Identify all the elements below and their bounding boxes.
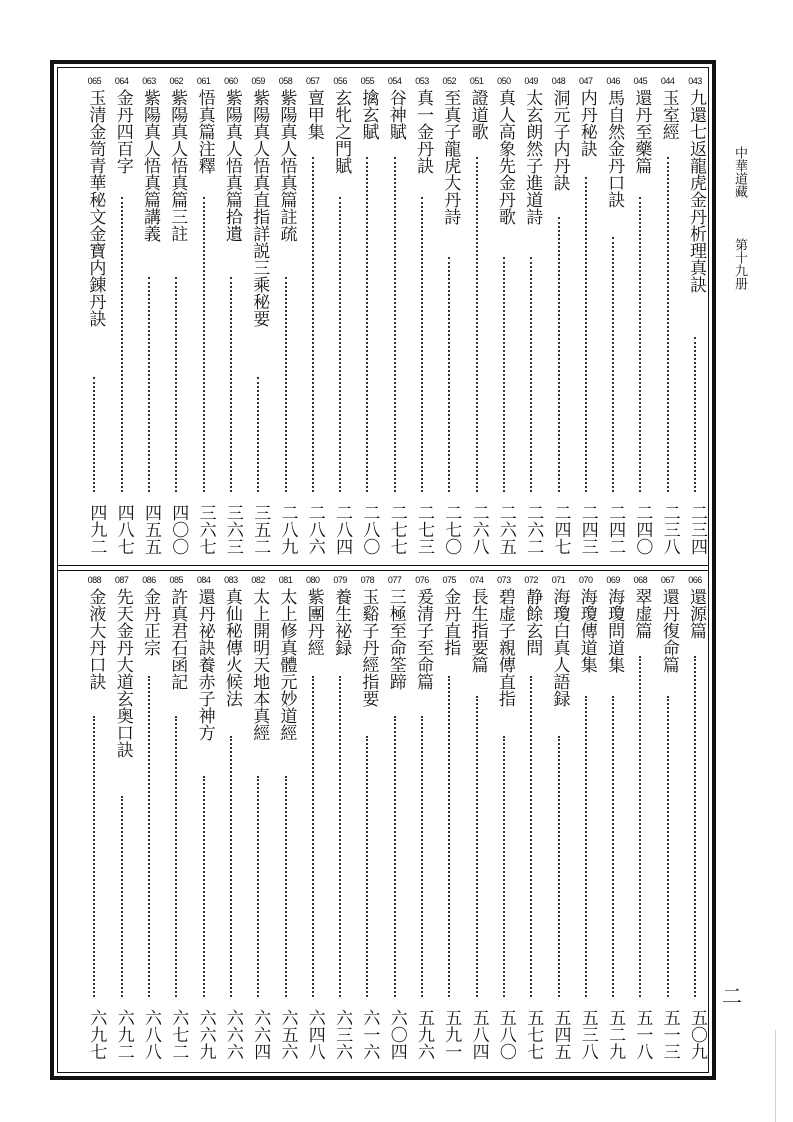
entry-number: 075 bbox=[442, 575, 457, 585]
dot-leader bbox=[530, 257, 532, 492]
entry-number: 078 bbox=[360, 575, 375, 585]
entry-page-number: 三五二 bbox=[250, 503, 271, 555]
toc-entry bbox=[138, 76, 160, 562]
entry-title: 太上修真體元妙道經 bbox=[276, 588, 297, 741]
toc-entry bbox=[247, 76, 269, 562]
toc-entry bbox=[220, 575, 242, 1067]
entry-title: 翠虚篇 bbox=[631, 588, 652, 639]
entry-title: 還丹祕訣養赤子神方 bbox=[194, 588, 215, 741]
entry-title: 紫陽真人悟真直指詳説三乘秘要 bbox=[249, 89, 270, 327]
toc-entry bbox=[657, 76, 679, 562]
dot-leader bbox=[421, 716, 423, 997]
dot-leader bbox=[476, 157, 478, 492]
toc-entry bbox=[548, 76, 570, 562]
dot-leader bbox=[230, 736, 232, 997]
entry-number: 049 bbox=[524, 76, 538, 86]
entry-title: 紫陽真人悟真篇三註 bbox=[167, 89, 188, 242]
entry-title: 紫陽真人悟真篇拾遺 bbox=[221, 89, 242, 242]
toc-entry bbox=[411, 575, 433, 1067]
entry-page-number: 六一六 bbox=[359, 1008, 380, 1060]
entry-page-number: 二八六 bbox=[304, 503, 325, 555]
dot-leader bbox=[394, 716, 396, 997]
entry-number: 064 bbox=[114, 76, 129, 86]
dot-leader bbox=[667, 696, 669, 997]
dot-leader bbox=[585, 696, 587, 997]
toc-entry bbox=[329, 76, 351, 562]
toc-entry bbox=[83, 575, 105, 1067]
entry-title: 還丹至藥篇 bbox=[631, 89, 652, 174]
dot-leader bbox=[148, 676, 150, 997]
toc-entry bbox=[302, 575, 324, 1067]
dot-leader bbox=[175, 277, 177, 492]
entry-number: 074 bbox=[469, 575, 484, 585]
entry-title: 爰清子至命篇 bbox=[413, 588, 433, 690]
dot-leader bbox=[339, 676, 341, 997]
entry-title: 真仙秘傳火候法 bbox=[221, 588, 242, 707]
dot-leader bbox=[230, 277, 232, 492]
entry-page-number: 五八〇 bbox=[495, 1008, 516, 1060]
entry-page-number: 二七三 bbox=[414, 503, 434, 555]
dot-leader bbox=[421, 197, 423, 492]
entry-number: 052 bbox=[442, 76, 457, 86]
entry-title: 碧虚子親傳直指 bbox=[494, 588, 515, 707]
dot-leader bbox=[285, 277, 287, 492]
entry-page-number: 二三四 bbox=[687, 503, 707, 555]
entry-page-number: 二八九 bbox=[277, 503, 298, 555]
entry-number: 047 bbox=[579, 76, 593, 86]
toc-entry bbox=[275, 575, 297, 1067]
dot-leader bbox=[121, 197, 123, 492]
entry-number: 070 bbox=[579, 575, 593, 585]
toc-entry bbox=[575, 76, 597, 562]
entry-title: 洞元子内丹訣 bbox=[549, 89, 570, 191]
entry-page-number: 六六六 bbox=[222, 1008, 243, 1060]
toc-entry bbox=[384, 575, 406, 1067]
toc-entry bbox=[629, 76, 651, 562]
entry-number: 088 bbox=[87, 575, 102, 585]
dot-leader bbox=[312, 157, 314, 492]
entry-title: 玉清金笥青華秘文金寶内錬丹訣 bbox=[85, 89, 106, 327]
entry-title: 金丹正宗 bbox=[140, 588, 160, 656]
toc-entry bbox=[329, 575, 351, 1067]
dot-leader bbox=[339, 197, 341, 492]
entry-number: 081 bbox=[278, 575, 293, 585]
entry-number: 046 bbox=[606, 76, 620, 86]
entry-title: 至真子龍虎大丹詩 bbox=[440, 89, 461, 225]
dot-leader bbox=[530, 676, 532, 997]
entry-page-number: 五〇九 bbox=[687, 1008, 707, 1060]
dot-leader bbox=[476, 696, 478, 997]
section-divider bbox=[57, 565, 709, 571]
toc-entry bbox=[466, 76, 488, 562]
entry-page-number: 五八四 bbox=[468, 1008, 489, 1060]
entry-page-number: 二七七 bbox=[386, 503, 407, 555]
entry-page-number: 二四二 bbox=[605, 503, 626, 555]
toc-entry bbox=[411, 76, 433, 562]
entry-number: 087 bbox=[114, 575, 129, 585]
entry-number: 073 bbox=[497, 575, 511, 585]
dot-leader bbox=[585, 177, 587, 492]
scan-edge-line bbox=[775, 1030, 776, 1122]
entry-title: 金丹直指 bbox=[440, 588, 461, 656]
toc-entry bbox=[438, 76, 460, 562]
toc-entry bbox=[657, 575, 679, 1067]
book-title: 中華道藏 bbox=[732, 146, 747, 198]
entry-title: 養生祕録 bbox=[331, 588, 352, 656]
dot-leader bbox=[612, 237, 614, 492]
entry-title: 谷神賦 bbox=[385, 89, 406, 140]
toc-entry bbox=[302, 76, 324, 562]
entry-number: 072 bbox=[524, 575, 538, 585]
dot-leader bbox=[148, 277, 150, 492]
entry-title: 太上開明天地本真經 bbox=[249, 588, 270, 741]
entry-title: 真一金丹訣 bbox=[413, 89, 433, 174]
toc-entry bbox=[138, 575, 160, 1067]
entry-title: 先天金丹大道玄奥口訣 bbox=[112, 588, 133, 758]
dot-leader bbox=[694, 656, 696, 997]
entry-title: 海瓊問道集 bbox=[604, 588, 625, 673]
dot-leader bbox=[312, 676, 314, 997]
entry-page-number: 六三六 bbox=[332, 1008, 353, 1060]
entry-number: 051 bbox=[469, 76, 484, 86]
dot-leader bbox=[448, 257, 450, 492]
dot-leader bbox=[503, 257, 505, 492]
toc-entry bbox=[575, 575, 597, 1067]
entry-title: 紫陽真人悟真篇講義 bbox=[140, 89, 160, 242]
entry-page-number: 二八〇 bbox=[359, 503, 380, 555]
entry-page-number: 三六七 bbox=[195, 503, 216, 555]
entry-page-number: 五一八 bbox=[632, 1008, 653, 1060]
dot-leader bbox=[366, 157, 368, 492]
entry-title: 静餘玄問 bbox=[522, 588, 543, 656]
dot-leader bbox=[93, 716, 95, 997]
entry-title: 海瓊傳道集 bbox=[576, 588, 597, 673]
dot-leader bbox=[694, 337, 696, 492]
entry-page-number: 五二九 bbox=[605, 1008, 626, 1060]
entry-page-number: 二六二 bbox=[523, 503, 544, 555]
toc-entry bbox=[165, 575, 187, 1067]
toc-entry bbox=[548, 575, 570, 1067]
toc-entry bbox=[684, 76, 706, 562]
entry-number: 061 bbox=[196, 76, 211, 86]
entry-title: 長生指要篇 bbox=[467, 588, 488, 673]
entry-number: 059 bbox=[251, 76, 265, 86]
entry-page-number: 六〇四 bbox=[386, 1008, 407, 1060]
entry-title: 證道歌 bbox=[467, 89, 488, 140]
entry-page-number: 五三八 bbox=[577, 1008, 598, 1060]
dot-leader bbox=[175, 716, 177, 997]
toc-entry bbox=[602, 575, 624, 1067]
dot-leader bbox=[639, 197, 641, 492]
entry-page-number: 二七〇 bbox=[441, 503, 462, 555]
entry-page-number: 二八四 bbox=[332, 503, 353, 555]
entry-number: 058 bbox=[278, 76, 293, 86]
entry-page-number: 六九七 bbox=[86, 1008, 107, 1060]
toc-entry bbox=[275, 76, 297, 562]
dot-leader bbox=[558, 736, 560, 997]
entry-title: 許真君石函記 bbox=[167, 588, 188, 690]
entry-page-number: 五四五 bbox=[550, 1008, 571, 1060]
entry-number: 071 bbox=[551, 575, 566, 585]
toc-entry bbox=[193, 76, 215, 562]
entry-number: 056 bbox=[333, 76, 347, 86]
entry-number: 085 bbox=[169, 575, 184, 585]
entry-page-number: 五七七 bbox=[523, 1008, 544, 1060]
page-number: 二 bbox=[722, 984, 742, 1008]
dot-leader bbox=[667, 157, 669, 492]
toc-entry bbox=[520, 575, 542, 1067]
toc-entry bbox=[520, 76, 542, 562]
toc-row-bottom bbox=[66, 575, 706, 1067]
entry-page-number: 五九六 bbox=[414, 1008, 434, 1060]
entry-number: 067 bbox=[660, 575, 675, 585]
running-header bbox=[727, 146, 747, 290]
entry-number: 053 bbox=[415, 76, 429, 86]
entry-number: 063 bbox=[142, 76, 156, 86]
entry-number: 043 bbox=[688, 76, 702, 86]
entry-number: 060 bbox=[224, 76, 238, 86]
dot-leader bbox=[257, 377, 259, 492]
toc-row-top bbox=[66, 76, 706, 562]
entry-number: 066 bbox=[688, 575, 702, 585]
entry-page-number: 二四七 bbox=[550, 503, 571, 555]
toc-entry bbox=[684, 575, 706, 1067]
entry-title: 還丹復命篇 bbox=[658, 588, 679, 673]
entry-page-number: 六六四 bbox=[250, 1008, 271, 1060]
entry-title: 玉室經 bbox=[658, 89, 679, 140]
entry-title: 玄牝之門賦 bbox=[331, 89, 352, 174]
entry-number: 044 bbox=[660, 76, 675, 86]
entry-number: 048 bbox=[551, 76, 566, 86]
dot-leader bbox=[257, 776, 259, 997]
entry-page-number: 四九二 bbox=[86, 503, 107, 555]
entry-page-number: 三六三 bbox=[222, 503, 243, 555]
entry-number: 086 bbox=[142, 575, 156, 585]
dot-leader bbox=[366, 736, 368, 997]
toc-entry bbox=[220, 76, 242, 562]
dot-leader bbox=[612, 696, 614, 997]
toc-entry bbox=[438, 575, 460, 1067]
entry-title: 海瓊白真人語録 bbox=[549, 588, 570, 707]
entry-page-number: 四〇〇 bbox=[168, 503, 189, 555]
entry-page-number: 二四三 bbox=[577, 503, 598, 555]
entry-page-number: 二三八 bbox=[659, 503, 680, 555]
toc-entry bbox=[466, 575, 488, 1067]
entry-page-number: 六八八 bbox=[141, 1008, 161, 1060]
entry-page-number: 二六八 bbox=[468, 503, 489, 555]
toc-entry bbox=[193, 575, 215, 1067]
toc-entry bbox=[629, 575, 651, 1067]
entry-number: 054 bbox=[387, 76, 402, 86]
entry-title: 金丹四百字 bbox=[112, 89, 133, 174]
entry-title: 玉谿子丹經指要 bbox=[358, 588, 379, 707]
entry-page-number: 六四八 bbox=[304, 1008, 325, 1060]
entry-page-number: 六五六 bbox=[277, 1008, 298, 1060]
toc-entry bbox=[165, 76, 187, 562]
entry-number: 068 bbox=[633, 575, 648, 585]
entry-number: 045 bbox=[633, 76, 648, 86]
entry-page-number: 四八七 bbox=[113, 503, 134, 555]
entry-page-number: 六九二 bbox=[113, 1008, 134, 1060]
entry-title: 真人高象先金丹歌 bbox=[494, 89, 515, 225]
entry-title: 紫團丹經 bbox=[303, 588, 324, 656]
dot-leader bbox=[203, 197, 205, 492]
toc-entry bbox=[384, 76, 406, 562]
entry-number: 050 bbox=[497, 76, 511, 86]
entry-page-number: 五九一 bbox=[441, 1008, 462, 1060]
entry-page-number: 六七二 bbox=[168, 1008, 189, 1060]
entry-number: 083 bbox=[224, 575, 238, 585]
dot-leader bbox=[558, 217, 560, 492]
dot-leader bbox=[203, 776, 205, 997]
entry-page-number: 四五五 bbox=[141, 503, 161, 555]
toc-entry bbox=[111, 76, 133, 562]
toc-entry bbox=[493, 575, 515, 1067]
toc-entry bbox=[111, 575, 133, 1067]
entry-number: 082 bbox=[251, 575, 265, 585]
entry-number: 076 bbox=[415, 575, 429, 585]
dot-leader bbox=[639, 656, 641, 997]
entry-title: 九還七返龍虎金丹析理真訣 bbox=[686, 89, 706, 293]
entry-number: 065 bbox=[87, 76, 102, 86]
entry-title: 悟真篇注釋 bbox=[194, 89, 215, 174]
dot-leader bbox=[394, 157, 396, 492]
toc-entry bbox=[247, 575, 269, 1067]
entry-title: 擒玄賦 bbox=[358, 89, 379, 140]
entry-page-number: 二四〇 bbox=[632, 503, 653, 555]
entry-page-number: 二六五 bbox=[495, 503, 516, 555]
entry-title: 亶甲集 bbox=[303, 89, 324, 140]
entry-title: 紫陽真人悟真篇註疏 bbox=[276, 89, 297, 242]
toc-entry bbox=[356, 76, 378, 562]
entry-title: 太玄朗然子進道詩 bbox=[522, 89, 543, 225]
toc-entry bbox=[356, 575, 378, 1067]
toc-entry bbox=[83, 76, 105, 562]
entry-title: 内丹秘訣 bbox=[576, 89, 597, 157]
entry-number: 084 bbox=[196, 575, 211, 585]
entry-title: 還源篇 bbox=[686, 588, 706, 639]
entry-title: 馬自然金丹口訣 bbox=[604, 89, 625, 208]
entry-number: 062 bbox=[169, 76, 184, 86]
toc-entry bbox=[602, 76, 624, 562]
entry-number: 080 bbox=[306, 575, 320, 585]
entry-number: 079 bbox=[333, 575, 347, 585]
dot-leader bbox=[503, 736, 505, 997]
dot-leader bbox=[121, 796, 123, 997]
toc-entry bbox=[493, 76, 515, 562]
entry-title: 三極至命筌蹄 bbox=[385, 588, 406, 690]
dot-leader bbox=[448, 676, 450, 997]
entry-number: 077 bbox=[387, 575, 402, 585]
entry-page-number: 五一三 bbox=[659, 1008, 680, 1060]
entry-title: 金液大丹口訣 bbox=[85, 588, 106, 690]
volume-label: 第十九册 bbox=[732, 238, 747, 290]
dot-leader bbox=[93, 377, 95, 492]
dot-leader bbox=[285, 776, 287, 997]
entry-number: 057 bbox=[306, 76, 320, 86]
entry-number: 055 bbox=[360, 76, 375, 86]
entry-number: 069 bbox=[606, 575, 620, 585]
entry-page-number: 六六九 bbox=[195, 1008, 216, 1060]
